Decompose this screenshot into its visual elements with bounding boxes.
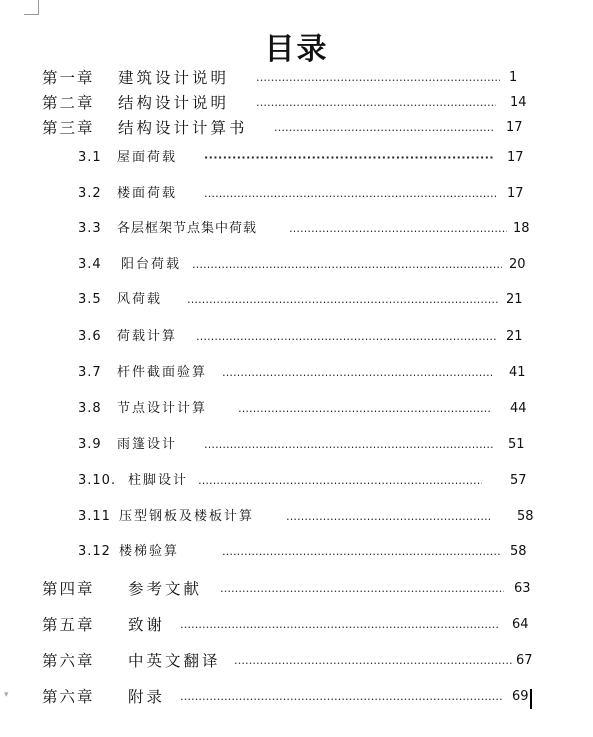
- toc-entry-page: 69: [512, 689, 529, 704]
- toc-entry-label: 3.1: [78, 150, 102, 165]
- toc-entry-section-3-5[interactable]: [0, 288, 593, 312]
- toc-entry-chapter-1[interactable]: [0, 66, 593, 90]
- toc-entry-section-3-8[interactable]: [0, 397, 593, 421]
- text-cursor: [530, 689, 532, 709]
- collapse-marker-icon[interactable]: ▾: [4, 690, 9, 700]
- toc-entry-title: 建筑设计说明: [118, 69, 230, 87]
- toc-leader-dots: [204, 182, 496, 206]
- toc-leader-dots: [204, 433, 494, 457]
- toc-entry-chapter-6-translation[interactable]: [0, 649, 593, 673]
- toc-entry-label: 第五章: [42, 616, 95, 634]
- toc-entry-title: 阳台荷载: [121, 257, 182, 272]
- toc-entry-page: 63: [514, 581, 531, 596]
- toc-entry-chapter-2[interactable]: [0, 91, 593, 115]
- toc-entry-label: 第四章: [42, 580, 95, 598]
- toc-entry-section-3-7[interactable]: [0, 361, 593, 385]
- toc-entry-page: 20: [509, 257, 526, 272]
- toc-entry-title: 荷载计算: [117, 329, 178, 344]
- toc-entry-label: 3.9: [78, 437, 102, 452]
- toc-entry-title: 结构设计说明: [118, 94, 230, 112]
- toc-entry-title: 中英文翻译: [128, 652, 221, 670]
- toc-entry-label: 3.7: [78, 365, 102, 380]
- toc-leader-dots: [196, 325, 496, 349]
- toc-entry-title: 节点设计计算: [117, 401, 208, 416]
- toc-entry-page: 64: [512, 617, 529, 632]
- toc-entry-page: 17: [507, 150, 524, 165]
- toc-entry-page: 67: [516, 653, 533, 668]
- toc-entry-label: 3.6: [78, 329, 102, 344]
- toc-entry-section-3-10[interactable]: [0, 469, 593, 493]
- toc-entry-section-3-4[interactable]: [0, 253, 593, 277]
- toc-entry-label: 3.10.: [78, 473, 117, 488]
- toc-entry-title: 致谢: [128, 616, 166, 634]
- toc-entry-chapter-4[interactable]: [0, 577, 593, 601]
- toc-entry-page: 14: [510, 95, 527, 110]
- toc-entry-label: 第三章: [42, 119, 95, 137]
- toc-entry-chapter-6-appendix[interactable]: [0, 685, 593, 709]
- toc-entry-page: 18: [513, 221, 530, 236]
- toc-leader-dots: [286, 505, 490, 529]
- toc-entry-label: 3.12: [78, 544, 111, 559]
- toc-entry-title: 附录: [128, 688, 166, 706]
- toc-entry-page: 17: [507, 186, 524, 201]
- toc-entry-title: 风荷载: [117, 292, 163, 307]
- toc-leader-dots: [187, 288, 499, 312]
- toc-entry-label: 3.3: [78, 221, 102, 236]
- toc-entry-chapter-3[interactable]: [0, 116, 593, 140]
- toc-entry-title: 压型钢板及楼板计算: [119, 509, 255, 524]
- toc-entry-label: 第六章: [42, 652, 95, 670]
- toc-entry-label: 3.4: [78, 257, 102, 272]
- toc-entry-page: 17: [506, 120, 523, 135]
- toc-entry-title: 杆件截面验算: [117, 365, 208, 380]
- toc-entry-title: 雨篷设计: [117, 437, 178, 452]
- toc-leader-dots: [222, 361, 492, 385]
- toc-entry-section-3-3[interactable]: [0, 217, 593, 241]
- toc-leader-dots: [238, 397, 490, 421]
- toc-entry-label: 3.8: [78, 401, 102, 416]
- toc-entry-label: 3.11: [78, 509, 111, 524]
- toc-entry-page: 41: [509, 365, 526, 380]
- toc-entry-page: 57: [510, 473, 527, 488]
- toc-entry-title: 结构设计计算书: [118, 119, 248, 137]
- toc-entry-title: 各层框架节点集中荷载: [117, 221, 258, 236]
- toc-entry-page: 44: [510, 401, 527, 416]
- toc-entry-section-3-1[interactable]: [0, 146, 593, 170]
- toc-leader-dots: [256, 66, 500, 90]
- toc-entry-label: 3.2: [78, 186, 102, 201]
- toc-entry-page: 58: [510, 544, 527, 559]
- toc-entry-section-3-12[interactable]: [0, 540, 593, 564]
- toc-entry-title: 屋面荷载: [117, 150, 178, 165]
- toc-entry-page: 58: [517, 509, 534, 524]
- toc-entry-page: 21: [506, 329, 523, 344]
- toc-leader-dots: [234, 649, 514, 673]
- toc-entry-label: 第一章: [42, 69, 95, 87]
- toc-leader-dots: [289, 217, 507, 241]
- toc-entry-label: 第二章: [42, 94, 95, 112]
- toc-title: 目录: [264, 32, 329, 67]
- toc-entry-page: 21: [506, 292, 523, 307]
- toc-leader-dots: [204, 146, 494, 170]
- toc-leader-dots: [192, 253, 502, 277]
- toc-entry-title: 楼面荷载: [117, 186, 178, 201]
- toc-leader-dots: [220, 577, 504, 601]
- toc-entry-section-3-9[interactable]: [0, 433, 593, 457]
- toc-entry-page: 51: [508, 437, 525, 452]
- toc-entry-label: 第六章: [42, 688, 95, 706]
- toc-entry-section-3-11[interactable]: [0, 505, 593, 529]
- toc-entry-chapter-5[interactable]: [0, 613, 593, 637]
- toc-entry-title: 参考文献: [128, 580, 203, 598]
- toc-entry-label: 3.5: [78, 292, 102, 307]
- toc-leader-dots: [180, 685, 502, 709]
- toc-leader-dots: [222, 540, 502, 564]
- toc-leader-dots: [198, 469, 482, 493]
- toc-entry-page: 1: [509, 70, 518, 85]
- page-corner-mark: [24, 0, 39, 15]
- toc-leader-dots: [274, 116, 494, 140]
- toc-entry-title: 楼梯验算: [119, 544, 180, 559]
- toc-entry-section-3-2[interactable]: [0, 182, 593, 206]
- toc-entry-section-3-6[interactable]: [0, 325, 593, 349]
- toc-leader-dots: [256, 91, 496, 115]
- toc-leader-dots: [180, 613, 500, 637]
- toc-entry-title: 柱脚设计: [128, 473, 189, 488]
